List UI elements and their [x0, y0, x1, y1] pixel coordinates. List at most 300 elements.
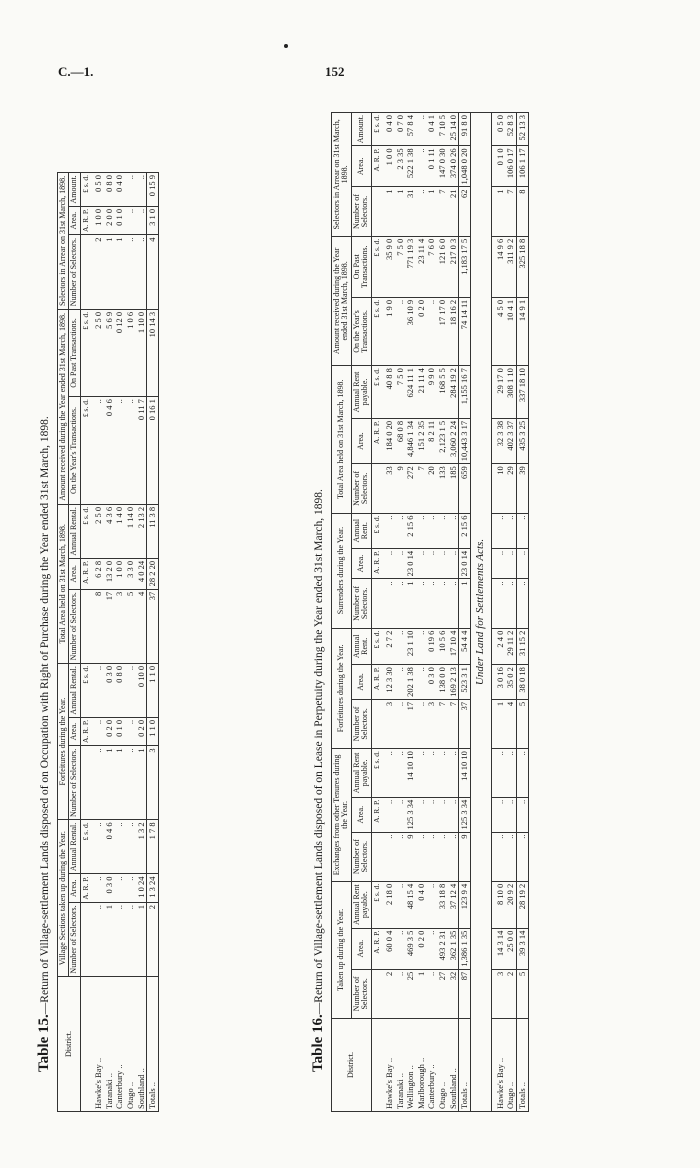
table-cell: 169 2 13 [448, 665, 459, 700]
col-rental: Annual Rental. [69, 504, 80, 558]
table-cell: .. [125, 206, 136, 235]
table-cell: .. [395, 699, 406, 748]
table-cell: 7 [437, 699, 448, 748]
table-cell: £ s. d. [80, 397, 90, 505]
table-row [437, 113, 448, 1112]
district-cell [371, 1019, 381, 1112]
table-cell: .. [125, 235, 136, 309]
district-cell: Taranaki .. [104, 977, 115, 1112]
table-cell: £ s. d. [371, 881, 381, 928]
table-cell: 0 4 0 [114, 173, 125, 207]
table-cell: 311 9 2 [505, 236, 516, 297]
col-group-forfeit: Forfeitures during the Year. [58, 663, 69, 820]
table-cell: 0 4 6 [104, 820, 115, 874]
table-cell: .. [516, 832, 528, 881]
table-cell: .. [448, 832, 459, 881]
table-cell: 2 18 0 [381, 881, 395, 928]
table-cell: 362 1 35 [448, 928, 459, 969]
table-cell [80, 589, 90, 663]
table-cell: .. [505, 579, 516, 628]
table-cell: 4 0 24 [136, 558, 147, 589]
table-cell: .. [505, 797, 516, 832]
table-cell: 36 10 9 [405, 297, 416, 365]
col-rent: Annual Rent payable. [351, 881, 371, 928]
table-cell: 9 [405, 832, 416, 881]
table-row [426, 113, 437, 1112]
table-cell: 151 2 35 [416, 418, 427, 463]
table-cell: 2 5 0 [90, 309, 104, 396]
col-district: District. [332, 1019, 372, 1112]
table-cell: .. [426, 548, 437, 579]
table-cell: 0 8 0 [114, 663, 125, 717]
table-cell: .. [90, 820, 104, 874]
table-cell: .. [136, 235, 147, 309]
table-cell: 1 3 2 [136, 820, 147, 874]
table-row [114, 173, 125, 1112]
table-cell: £ s. d. [371, 513, 381, 548]
table-cell: 32 3 38 [491, 418, 505, 463]
table-cell: 0 1 0 [114, 717, 125, 745]
district-cell: Hawke's Bay .. [90, 977, 104, 1112]
district-cell: Wellington .. [405, 1019, 416, 1112]
col-district: District. [58, 977, 81, 1112]
table-cell: 4 5 0 [491, 297, 505, 365]
district-cell: Totals .. [459, 1019, 471, 1112]
table-cell: 14 9 1 [516, 297, 528, 365]
col-past-trans: On Past Transactions. [69, 309, 80, 396]
table-cell: .. [395, 548, 406, 579]
table-cell: 123 9 4 [459, 881, 471, 928]
table-cell: .. [448, 749, 459, 798]
district-cell: Hawke's Bay .. [381, 1019, 395, 1112]
table-cell: 0 2 0 [104, 717, 115, 745]
table-16-block [308, 112, 626, 1112]
col-group-arrear: Selectors in Arrear on 31st March, 1898. [58, 173, 69, 310]
table-cell: 5 [516, 969, 528, 1018]
table-cell: 106 0 17 [505, 146, 516, 187]
table-cell: 624 11 1 [405, 366, 416, 419]
table-cell: 20 [426, 464, 437, 513]
table-cell: 14 10 10 [459, 749, 471, 798]
table-cell: 31 [405, 187, 416, 236]
col-selectors: Number of Selectors. [69, 902, 80, 976]
table-cell: .. [416, 628, 427, 665]
table-cell [371, 187, 381, 236]
col-selectors: Number of Selectors. [351, 699, 371, 748]
table-cell: 7 10 5 [437, 113, 448, 146]
table-cell: 1 [395, 187, 406, 236]
table-cell: 1 3 24 [147, 874, 159, 902]
table-cell: £ s. d. [371, 113, 381, 146]
table-cell: 4 [136, 589, 147, 663]
table-cell: .. [114, 397, 125, 505]
table-cell: 91 8 0 [459, 113, 471, 146]
table-cell: 17 17 0 [437, 297, 448, 365]
table-cell: 17 [104, 589, 115, 663]
table-cell: 10 [491, 464, 505, 513]
table-cell: .. [125, 820, 136, 874]
table-cell: 2 [505, 969, 516, 1018]
table-cell: A. R. P. [80, 206, 90, 235]
table-cell: A. R. P. [371, 665, 381, 700]
totals-row [147, 173, 159, 1112]
table-cell: 14 9 6 [491, 236, 505, 297]
table-cell: 2 15 6 [459, 513, 471, 548]
table-cell: 202 1 38 [405, 665, 416, 700]
table-cell: £ s. d. [80, 504, 90, 558]
table-cell: 7 6 0 [426, 236, 437, 297]
table-cell: £ s. d. [371, 236, 381, 297]
table-cell: 9 [395, 464, 406, 513]
table-cell: .. [491, 548, 505, 579]
table-cell: 40 8 8 [381, 366, 395, 419]
table-cell: £ s. d. [371, 628, 381, 665]
table-cell: 0 19 6 [426, 628, 437, 665]
table-cell: 62 [459, 187, 471, 236]
table-cell: 21 11 4 [416, 366, 427, 419]
table-cell: 17 [405, 699, 416, 748]
table-cell: 185 [448, 464, 459, 513]
table-cell: 1 0 0 [90, 206, 104, 235]
col-group-received: Amount received during the Year ended 31st March, 1898. [332, 236, 352, 365]
table-cell: .. [125, 874, 136, 902]
table-cell: 11 3 8 [147, 504, 159, 558]
unit-row [371, 113, 381, 1112]
table-cell: .. [416, 665, 427, 700]
col-selectors: Number of Selectors. [351, 464, 371, 513]
table-cell: 184 0 20 [381, 418, 395, 463]
table-cell: 25 14 0 [448, 113, 459, 146]
table-cell: 1 10 0 [136, 309, 147, 396]
table-cell: 1,155 16 7 [459, 366, 471, 419]
table-cell: 3 [147, 746, 159, 820]
table-cell: 168 5 5 [437, 366, 448, 419]
table-cell: .. [426, 832, 437, 881]
table-cell: 57 8 4 [405, 113, 416, 146]
table-cell: 1 [104, 746, 115, 820]
table-cell: .. [516, 579, 528, 628]
table-cell: .. [90, 397, 104, 505]
district-cell: Otago .. [505, 1019, 516, 1112]
table-cell: 523 3 1 [459, 665, 471, 700]
table-cell: .. [416, 548, 427, 579]
table-cell: .. [416, 797, 427, 832]
table-row [505, 113, 516, 1112]
table-row [90, 173, 104, 1112]
col-rent: Annual Rent payable. [351, 366, 371, 419]
table-cell: .. [125, 173, 136, 207]
table-cell: 39 3 14 [516, 928, 528, 969]
table-cell: 33 18 8 [437, 881, 448, 928]
table-cell: 7 [437, 187, 448, 236]
table-cell: .. [505, 749, 516, 798]
district-cell: Otago .. [125, 977, 136, 1112]
table-cell: .. [505, 513, 516, 548]
table-cell: 0 4 0 [416, 881, 427, 928]
col-selectors: Number of Selectors. [351, 579, 371, 628]
table-cell: .. [505, 832, 516, 881]
table-16-body [371, 113, 528, 1112]
table-cell: 1 0 0 [114, 558, 125, 589]
table-cell: 1 [381, 187, 395, 236]
table-cell: .. [395, 513, 406, 548]
table-cell: .. [395, 297, 406, 365]
table-cell: 325 18 8 [516, 236, 528, 297]
table-cell: 4 [147, 235, 159, 309]
table-cell: 87 [459, 969, 471, 1018]
table-cell: 28 19 2 [516, 881, 528, 928]
table-cell: 23 1 10 [405, 628, 416, 665]
table-cell [371, 969, 381, 1018]
table-cell: .. [125, 397, 136, 505]
table-cell: 25 [405, 969, 416, 1018]
table-15 [57, 172, 159, 1112]
col-group-taken: Taken up during the Year. [332, 881, 352, 1018]
section-heading-row [470, 113, 491, 1112]
table-cell: 4 [505, 699, 516, 748]
col-selectors: Number of Selectors. [351, 969, 371, 1018]
table-cell: 39 [516, 464, 528, 513]
table-cell: 5 [516, 699, 528, 748]
district-cell: Marlborough .. [416, 1019, 427, 1112]
table-cell: 1 [459, 579, 471, 628]
table-cell: 37 [459, 699, 471, 748]
table-row [104, 173, 115, 1112]
table-cell: 0 3 0 [104, 874, 115, 902]
table-cell [371, 699, 381, 748]
table-cell: 2 0 0 [104, 206, 115, 235]
table-cell: 10,443 3 17 [459, 418, 471, 463]
table-cell: 0 4 6 [104, 397, 115, 505]
table-cell: 18 16 2 [448, 297, 459, 365]
col-group-forfeit: Forfeitures during the Year. [332, 628, 352, 749]
table-cell: 3 0 16 [491, 665, 505, 700]
table-cell: .. [125, 663, 136, 717]
table-cell: 659 [459, 464, 471, 513]
table-cell: £ s. d. [371, 366, 381, 419]
table-cell: .. [437, 579, 448, 628]
table-cell: 0 4 0 [381, 113, 395, 146]
table-cell: 5 [125, 589, 136, 663]
table-cell: 0 2 0 [136, 717, 147, 745]
table-cell: 10 5 6 [437, 628, 448, 665]
table-cell: .. [416, 579, 427, 628]
col-past-trans: On Past Transactions. [351, 236, 371, 297]
table-cell: 3 [381, 699, 395, 748]
table-15-body [80, 173, 158, 1112]
table-cell: 1 4 0 [114, 504, 125, 558]
col-area: Area. [69, 717, 80, 745]
table-cell: 2 [147, 902, 159, 976]
col-group-received: Amount received during the Year ended 31st March, 1898. [58, 309, 69, 504]
table-cell: £ s. d. [80, 173, 90, 207]
col-amount: Amount. [351, 113, 371, 146]
table-cell: .. [491, 797, 505, 832]
table-cell: .. [491, 579, 505, 628]
col-rental: Annual Rental. [69, 663, 80, 717]
table-cell: 125 3 34 [405, 797, 416, 832]
table-cell: .. [90, 874, 104, 902]
table-cell: .. [416, 187, 427, 236]
table-cell: .. [90, 902, 104, 976]
table-cell: 0 16 1 [147, 397, 159, 505]
table-cell [371, 579, 381, 628]
table-cell: .. [426, 579, 437, 628]
table-cell: .. [381, 513, 395, 548]
table-cell: 0 2 0 [416, 297, 427, 365]
table-cell: 1 7 8 [147, 820, 159, 874]
district-cell: Canterbury .. [114, 977, 125, 1112]
table-cell: A. R. P. [371, 418, 381, 463]
document-series: C.—1. [58, 64, 94, 79]
col-area: Area. [351, 548, 371, 579]
table-cell: 435 3 25 [516, 418, 528, 463]
table-row [136, 173, 147, 1112]
table-cell: 31 15 2 [516, 628, 528, 665]
table-cell [371, 464, 381, 513]
table-cell: 1 1 0 [147, 717, 159, 745]
table-cell: 7 [448, 699, 459, 748]
table-cell [371, 832, 381, 881]
table-cell: .. [114, 874, 125, 902]
table-cell: 374 0 26 [448, 146, 459, 187]
table-cell: 2 13 2 [136, 504, 147, 558]
table-cell: 337 18 10 [516, 366, 528, 419]
table-cell: .. [426, 749, 437, 798]
table-cell: 14 10 10 [405, 749, 416, 798]
table-cell: 147 0 30 [437, 146, 448, 187]
table-cell: 1 [104, 235, 115, 309]
table-cell: 0 5 0 [90, 173, 104, 207]
col-area: Area. [351, 928, 371, 969]
table-cell: .. [381, 548, 395, 579]
table-cell: A. R. P. [371, 146, 381, 187]
table-cell: 28 2 20 [147, 558, 159, 589]
table-cell: .. [437, 832, 448, 881]
table-cell: .. [426, 797, 437, 832]
table-cell: 106 1 17 [516, 146, 528, 187]
table-cell: 7 [505, 187, 516, 236]
table-cell: .. [505, 548, 516, 579]
table-cell: 0 3 0 [104, 663, 115, 717]
table-cell: .. [395, 665, 406, 700]
table-cell: .. [448, 797, 459, 832]
table-cell: 23 11 4 [416, 236, 427, 297]
table-cell: 33 [381, 464, 395, 513]
table-cell: 1 [491, 187, 505, 236]
table-cell: .. [125, 902, 136, 976]
col-year-trans: On the Year's Transactions. [351, 297, 371, 365]
table-cell: A. R. P. [371, 928, 381, 969]
district-cell: Southland .. [448, 1019, 459, 1112]
unit-row [80, 173, 90, 1112]
table-cell: 771 19 3 [405, 236, 416, 297]
col-group-held: Total Area held on 31st March, 1898. [332, 366, 352, 513]
table-cell: 0 1 0 [114, 206, 125, 235]
table-cell [80, 235, 90, 309]
table-cell: A. R. P. [371, 797, 381, 832]
table-cell: 1 [136, 902, 147, 976]
table-cell: .. [416, 513, 427, 548]
table-cell: .. [114, 902, 125, 976]
table-cell: 1 [405, 579, 416, 628]
table-cell: 2 15 6 [405, 513, 416, 548]
table-cell: 52 8 3 [505, 113, 516, 146]
table-cell: 469 3 5 [405, 928, 416, 969]
page-dot [284, 44, 288, 48]
table-cell: 8 10 0 [491, 881, 505, 928]
table-cell: .. [381, 797, 395, 832]
table-cell [80, 746, 90, 820]
district-cell: Hawke's Bay .. [491, 1019, 505, 1112]
table-cell: 52 13 3 [516, 113, 528, 146]
table-cell: 3 [114, 589, 125, 663]
table-cell: 3 [491, 969, 505, 1018]
table-cell: 17 10 4 [448, 628, 459, 665]
table-cell: 1 9 0 [381, 297, 395, 365]
table-cell: .. [90, 746, 104, 820]
table-cell: 1,386 1 35 [459, 928, 471, 969]
table-cell: .. [416, 146, 427, 187]
table-cell: .. [136, 173, 147, 207]
col-group-exchanges: Exchanges from other Tenures during the Year. [332, 749, 352, 882]
table-cell: 12 3 30 [381, 665, 395, 700]
table-cell: 0 10 0 [136, 663, 147, 717]
table-cell: .. [125, 717, 136, 745]
table-cell: 1 1 0 [147, 663, 159, 717]
table-cell: 0 7 0 [395, 113, 406, 146]
table-cell: 133 [437, 464, 448, 513]
table-cell: 9 9 0 [426, 366, 437, 419]
table-cell: 7 5 0 [395, 366, 406, 419]
table-cell: 2 3 35 [395, 146, 406, 187]
table-cell: .. [114, 820, 125, 874]
table-cell: 138 0 0 [437, 665, 448, 700]
table-row [491, 113, 505, 1112]
col-area: Area. [69, 874, 80, 902]
col-selectors: Number of Selectors. [351, 187, 371, 236]
table-cell: .. [516, 513, 528, 548]
table-cell: 10 14 3 [147, 309, 159, 396]
table-cell: 1 [104, 902, 115, 976]
table-cell: 284 19 2 [448, 366, 459, 419]
table-cell: 6 2 8 [90, 558, 104, 589]
table-cell: 1 [136, 746, 147, 820]
col-rent: Annual Rent. [351, 513, 371, 548]
table-cell: .. [395, 797, 406, 832]
table-cell: A. R. P. [80, 558, 90, 589]
table-cell: .. [516, 797, 528, 832]
col-selectors: Number of Selectors. [351, 832, 371, 881]
table-cell: 493 2 31 [437, 928, 448, 969]
table-cell: 8 2 11 [426, 418, 437, 463]
totals-row [459, 113, 471, 1112]
table-cell: £ s. d. [80, 663, 90, 717]
district-cell: Totals .. [516, 1019, 528, 1112]
table-cell: 32 [448, 969, 459, 1018]
table-cell: .. [136, 206, 147, 235]
col-rent: Annual Rent payable. [351, 749, 371, 798]
table-cell: .. [426, 881, 437, 928]
table-cell: 308 1 10 [505, 366, 516, 419]
table-cell: .. [491, 749, 505, 798]
totals-row [516, 113, 528, 1112]
table-cell: 0 5 0 [491, 113, 505, 146]
table-cell: .. [381, 832, 395, 881]
table-cell: .. [395, 928, 406, 969]
table-cell: 1 0 6 [125, 309, 136, 396]
table-cell: 2 [381, 969, 395, 1018]
